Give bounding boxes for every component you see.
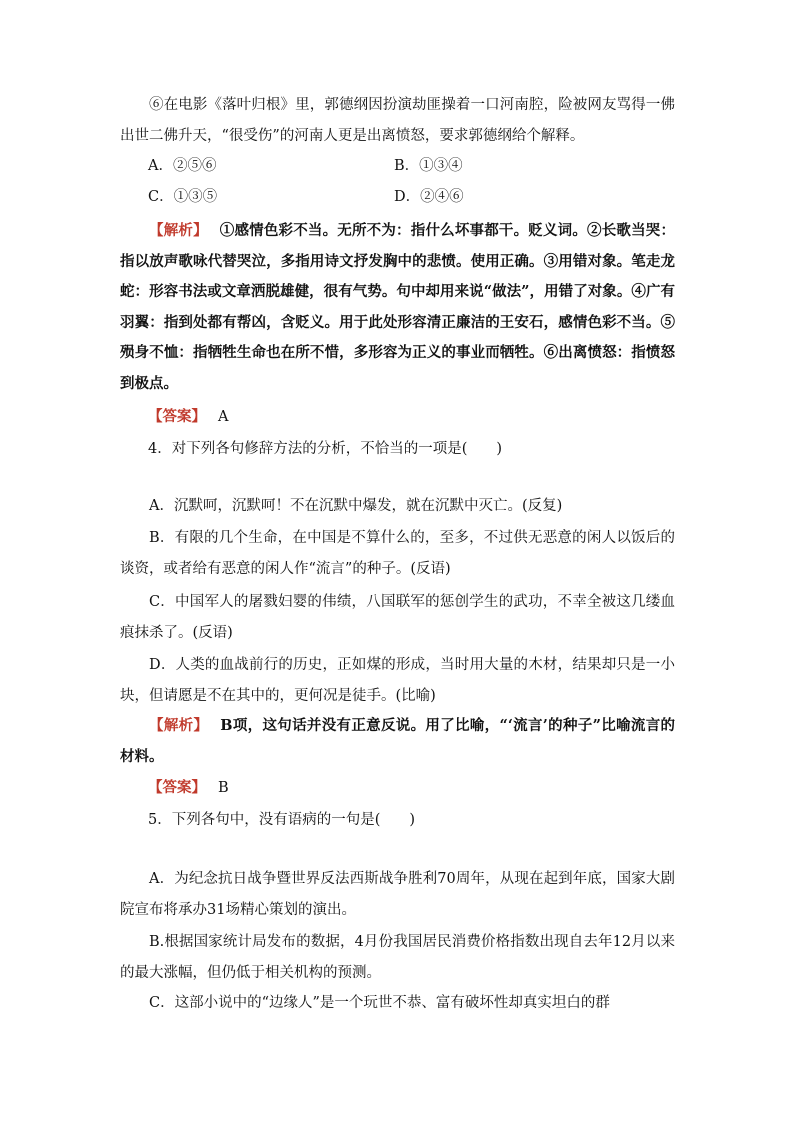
q5-option-b: B.根据国家统计局发布的数据，4月份我国居民消费价格指数出现自去年12月以来的最大涨幅，但仍低于相关机构的预测。 <box>120 934 675 981</box>
q3-analysis-text: ①感情色彩不当。无所不为：指什么坏事都干。贬义词。②长歌当哭：指以放声歌咏代替哭泣，多指用诗文抒发胸中的悲愤。使用正确。③用错对象。笔走龙蛇：形容书法或文章洒脱雄健，很有气势。句中却用来说“做法”，用错了对象。④广有羽翼：指到处都有帮凶，含贬义。用于此处形容清正廉洁的王安石，感情色彩不当。⑤殒身不恤：指牺牲生命也在所不惜，多形容为正义的事业而牺牲。⑥出离愤怒：指愤怒到极点。 <box>120 222 675 392</box>
answer-tag: 【答案】 <box>148 779 206 796</box>
analysis-tag: 【解析】 <box>149 717 209 734</box>
q4-analysis <box>120 711 675 772</box>
q3-option-a: A．②⑤⑥ <box>148 158 217 174</box>
item-6-text: ⑥在电影《落叶归根》里，郭德纲因扮演劫匪操着一口河南腔，险被网友骂得一佛出世二佛升天，“很受伤”的河南人更是出离愤怒，要求郭德纲给个解释。 <box>120 97 675 144</box>
q4-option-d: D．人类的血战前行的历史，正如煤的形成，当时用大量的木材，结果却只是一小块，但请愿是不在其中的，更何况是徒手。(比喻) <box>120 657 675 704</box>
analysis-tag: 【解析】 <box>149 222 208 239</box>
answer-tag: 【答案】 <box>148 408 206 425</box>
q4-analysis-text: B项，这句话并没有正意反说。用了比喻，“‘流言’的种子”比喻流言的材料。 <box>120 717 676 765</box>
q4-answer-value: B <box>218 780 229 796</box>
q3-option-c: C．①③⑤ <box>148 189 218 205</box>
q3-analysis <box>120 216 675 399</box>
q4-answer <box>148 773 229 804</box>
q5-option-a: A．为纪念抗日战争暨世界反法西斯战争胜利70周年，从现在起到年底，国家大剧院宣布将承办31场精心策划的演出。 <box>120 871 675 918</box>
q4-stem: 4．对下列各句修辞方法的分析，不恰当的一项是( ) <box>148 441 503 457</box>
q4-option-c: C．中国军人的屠戮妇婴的伟绩，八国联军的惩创学生的武功，不幸全被这几缕血痕抹杀了。(反语) <box>120 594 675 641</box>
q4-option-a: A．沉默呵，沉默呵！不在沉默中爆发，就在沉默中灭亡。(反复) <box>149 498 563 514</box>
q3-answer <box>148 402 228 433</box>
q3-option-d: D．②④⑥ <box>394 189 464 205</box>
q3-answer-value: A <box>218 409 229 425</box>
q5-stem: 5．下列各句中，没有语病的一句是( ) <box>148 812 416 828</box>
q3-option-b: B．①③④ <box>394 158 463 174</box>
q4-option-b: B．有限的几个生命，在中国是不算什么的，至多，不过供无恶意的闲人以饭后的谈资，或者给有恶意的闲人作“流言”的种子。(反语) <box>120 530 675 577</box>
q5-option-c: C．这部小说中的“边缘人”是一个玩世不恭、富有破坏性却真实坦白的群 <box>149 995 610 1011</box>
